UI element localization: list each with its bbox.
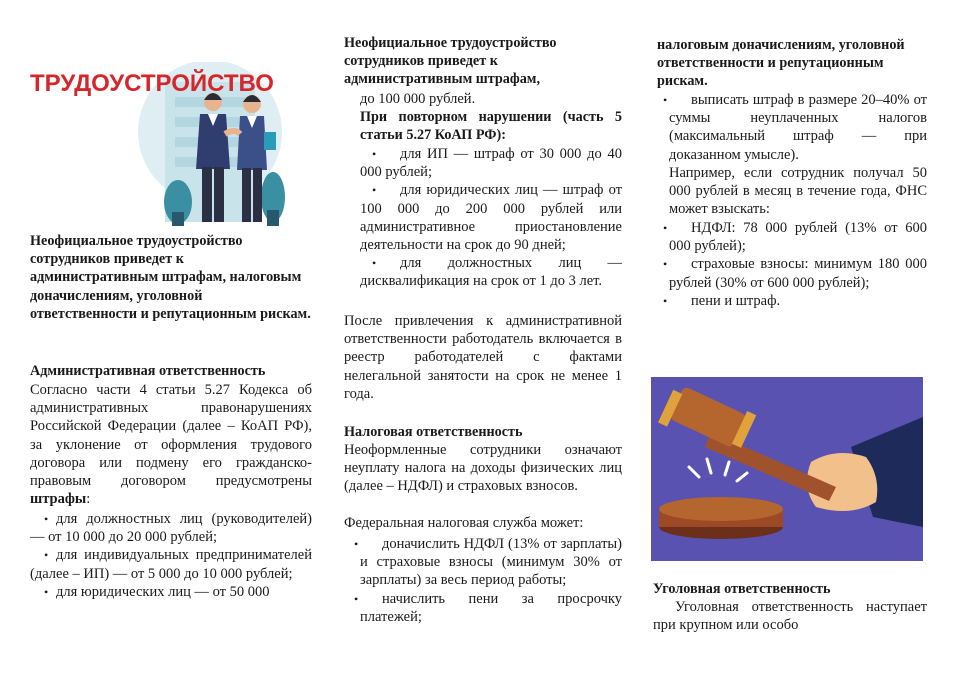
gavel-illustration <box>651 377 923 561</box>
list-item <box>653 255 927 291</box>
criminal-paragraph: Уголовная ответственность наступает при крупном или особо <box>653 599 927 634</box>
list-item <box>344 590 622 626</box>
list-item <box>30 510 312 546</box>
list-item-text: для должностных лиц — дисквалификация на срок от 1 до 3 лет. <box>360 255 622 290</box>
list-item <box>30 546 312 582</box>
fns-paragraph: Федеральная налоговая служба может: <box>344 515 584 531</box>
admin-text: Согласно части 4 статьи 5.27 Кодекса об административных правонарушениях Российской Федерации (далее – КоАП РФ), за уклонение от оформления трудового договора или подмену его гражданско-правовым договором предусмотрены <box>30 382 312 490</box>
list-item-text: доначислить НДФЛ (13% от зарплаты) и страховые взносы (минимум 30% от зарплаты) за весь период работы; <box>360 536 622 589</box>
criminal-heading: Уголовная ответственность <box>653 581 831 597</box>
hero-title: ТРУДОУСТРОЙСТВО <box>30 70 274 97</box>
example-paragraph: Например, если сотрудник получал 50 000 рублей в месяц в течение года, ФНС может взыскать: <box>669 165 927 218</box>
list-item <box>653 292 927 310</box>
fine-list <box>653 91 927 164</box>
repeat-list <box>344 145 622 291</box>
lead-paragraph-continued: налоговым доначислениям, уголовной ответственности и репутационным рискам. <box>657 37 905 90</box>
example-list <box>653 219 927 310</box>
fine-amount: до 100 000 рублей. <box>360 91 476 107</box>
list-item-text: НДФЛ: 78 000 рублей (13% от 600 000 рублей); <box>669 220 927 255</box>
list-item <box>653 91 927 164</box>
admin-text-fines: штрафы <box>30 491 87 508</box>
registry-paragraph: После привлечения к административной ответственности работодатель включается в реестр работодателей с фактами нелегальной занятости на срок не менее 1 года. <box>344 313 622 402</box>
list-item-text: пени и штраф. <box>691 292 781 309</box>
list-item <box>653 219 927 255</box>
list-item-text: для юридических лиц — от 50 000 <box>56 583 270 600</box>
list-item-text: для ИП — штраф от 30 000 до 40 000 рублей; <box>360 146 622 181</box>
admin-fines-list <box>30 510 312 601</box>
admin-paragraph <box>30 381 312 508</box>
admin-text-end: : <box>86 491 91 508</box>
fns-list <box>344 535 622 626</box>
list-item <box>30 583 312 601</box>
admin-heading: Административная ответственность <box>30 363 266 379</box>
lead-paragraph: Неофициальное трудоустройство сотрудников приведет к административным штрафам, <box>344 35 557 88</box>
list-item-text: для должностных лиц (руководителей) — от 10 000 до 20 000 рублей; <box>30 511 312 546</box>
repeat-heading: При повторном нарушении (часть 5 статьи 5.27 КоАП РФ): <box>360 109 622 144</box>
tax-paragraph: Неоформленные сотрудники означают неуплату налога на доходы физических лиц (далее – НДФЛ) и страховых взносов. <box>344 442 622 495</box>
list-item-text: начислить пени за просрочку платежей; <box>360 590 622 625</box>
list-item <box>344 145 622 181</box>
list-item <box>344 535 622 590</box>
list-item-text: для индивидуальных предпринимателей (далее – ИП) — от 5 000 до 10 000 рублей; <box>30 547 312 582</box>
tax-heading: Налоговая ответственность <box>344 424 523 440</box>
list-item-text: для юридических лиц — штраф от 100 000 до 200 000 рублей или административное приостановление деятельности на срок до 90 дней; <box>360 182 622 254</box>
list-item <box>344 181 622 254</box>
list-item <box>344 254 622 290</box>
list-item-text: выписать штраф в размере 20–40% от суммы неуплаченных налогов (максимальный штраф — при доказанном умысле). <box>669 92 927 163</box>
lead-paragraph: Неофициальное трудоустройство сотрудников приведет к административным штрафам, налоговым доначислениям, уголовной ответственности и репутационным рискам. <box>30 233 311 322</box>
list-item-text: страховые взносы: минимум 180 000 рублей (30% от 600 000 рублей); <box>669 256 927 291</box>
